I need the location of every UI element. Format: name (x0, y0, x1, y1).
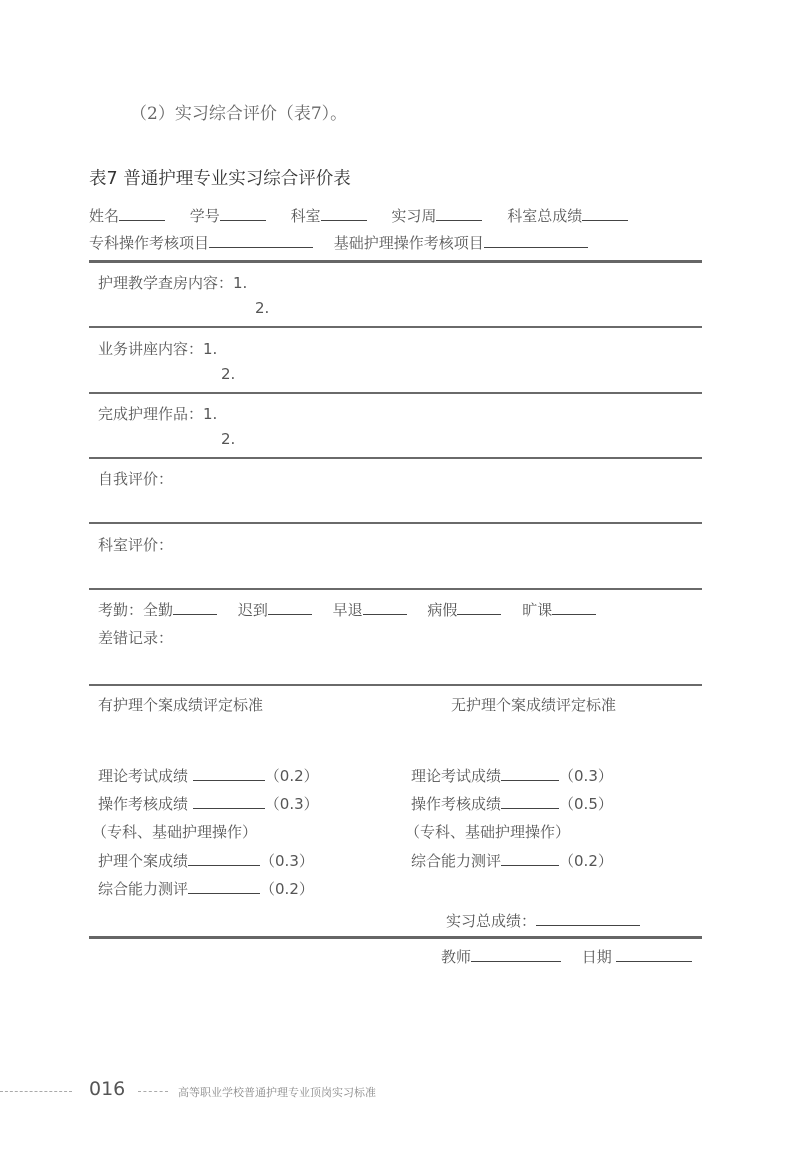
date-label: 日期 (581, 948, 612, 966)
absence-label: 旷课 (522, 601, 553, 619)
attendance-row (98, 599, 596, 620)
with-case-heading: 有护理个案成绩评定标准 (98, 696, 264, 714)
works-label: 完成护理作品： (98, 405, 204, 423)
with-case-weight: （0.3） (260, 852, 314, 870)
total-score-label: 实习总成绩： (446, 912, 537, 930)
early-leave-blank[interactable] (363, 600, 407, 615)
absence-blank[interactable] (552, 600, 596, 615)
date-blank[interactable] (616, 947, 692, 962)
rounds-item-2[interactable]: 2. (255, 299, 270, 317)
student-id-blank[interactable] (220, 206, 266, 221)
with-case-blank[interactable] (188, 851, 260, 866)
with-operation-weight: （0.3） (264, 795, 319, 813)
without-ability-blank[interactable] (501, 851, 559, 866)
with-theory-row (98, 765, 319, 786)
row-divider (89, 392, 702, 394)
total-score-blank[interactable] (536, 911, 640, 926)
lectures-label: 业务讲座内容： (98, 340, 204, 358)
with-ability-blank[interactable] (188, 879, 260, 894)
with-ability-row (98, 878, 314, 899)
intro-paragraph: （2）实习综合评价（表7）。 (130, 104, 348, 124)
rounds-item-1[interactable]: 1. (233, 274, 248, 292)
dept-total-score-blank[interactable] (582, 206, 628, 221)
name-label: 姓名 (89, 207, 120, 225)
row-divider (89, 588, 702, 590)
with-operation-row (98, 793, 319, 814)
row-divider (89, 684, 702, 686)
self-eval-label: 自我评价： (98, 470, 174, 488)
without-theory-row (411, 765, 613, 786)
specialty-exam-label: 专科操作考核项目 (89, 234, 210, 252)
teacher-blank[interactable] (471, 947, 561, 962)
lectures-item-1[interactable]: 1. (203, 340, 218, 358)
with-operation-note: （专科、基础护理操作） (92, 823, 258, 841)
with-operation-label: 操作考核成绩 (98, 795, 193, 813)
table-top-rule (89, 260, 702, 263)
with-operation-blank[interactable] (193, 794, 265, 809)
total-score-row (446, 910, 640, 931)
sick-leave-blank[interactable] (457, 600, 501, 615)
basic-exam-blank[interactable] (484, 233, 588, 248)
without-operation-row (411, 793, 613, 814)
table-bottom-rule (89, 936, 702, 939)
row-divider (89, 522, 702, 524)
with-ability-label: 综合能力测评 (98, 880, 189, 898)
with-theory-weight: （0.2） (264, 767, 319, 785)
lectures-item-2[interactable]: 2. (221, 365, 236, 383)
without-operation-label: 操作考核成绩 (411, 795, 502, 813)
full-attendance-blank[interactable] (173, 600, 217, 615)
signoff-row (441, 946, 692, 967)
without-theory-weight: （0.3） (559, 767, 613, 785)
dept-total-score-label: 科室总成绩 (507, 207, 583, 225)
without-ability-weight: （0.2） (559, 852, 613, 870)
header-row-1 (89, 205, 628, 226)
with-ability-weight: （0.2） (260, 880, 314, 898)
without-theory-blank[interactable] (501, 766, 559, 781)
page-number: 016 (89, 1078, 126, 1100)
without-operation-weight: （0.5） (559, 795, 613, 813)
early-leave-label: 早退 (332, 601, 363, 619)
teacher-label: 教师 (441, 948, 472, 966)
department-blank[interactable] (321, 206, 367, 221)
department-label: 科室 (290, 207, 321, 225)
row-divider (89, 326, 702, 328)
late-blank[interactable] (268, 600, 312, 615)
without-operation-blank[interactable] (501, 794, 559, 809)
without-operation-note: （专科、基础护理操作） (405, 823, 571, 841)
rounds-row (98, 272, 247, 293)
lectures-row (98, 338, 217, 359)
dept-eval-label: 科室评价： (98, 536, 174, 554)
with-case-row (98, 850, 314, 871)
name-blank[interactable] (119, 206, 165, 221)
without-case-heading: 无护理个案成绩评定标准 (451, 696, 617, 714)
without-ability-label: 综合能力测评 (411, 852, 502, 870)
internship-week-blank[interactable] (436, 206, 482, 221)
footer-dotted-separator (138, 1091, 168, 1092)
footer-dotted-leader (0, 1091, 72, 1092)
full-attendance-label: 全勤 (143, 601, 174, 619)
specialty-exam-blank[interactable] (209, 233, 313, 248)
with-theory-label: 理论考试成绩 (98, 767, 193, 785)
student-id-label: 学号 (189, 207, 220, 225)
works-item-1[interactable]: 1. (203, 405, 218, 423)
basic-exam-label: 基础护理操作考核项目 (333, 234, 484, 252)
without-ability-row (411, 850, 613, 871)
row-divider (89, 457, 702, 459)
sick-leave-label: 病假 (427, 601, 458, 619)
works-row (98, 403, 217, 424)
table-title: 表7 普通护理专业实习综合评价表 (89, 169, 351, 189)
attendance-label: 考勤： (98, 601, 144, 619)
errors-label: 差错记录： (98, 629, 174, 647)
without-theory-label: 理论考试成绩 (411, 767, 502, 785)
with-theory-blank[interactable] (193, 766, 265, 781)
late-label: 迟到 (237, 601, 268, 619)
rounds-label: 护理教学查房内容： (98, 274, 234, 292)
footer-book-title: 高等职业学校普通护理专业顶岗实习标准 (178, 1086, 376, 1099)
internship-week-label: 实习周 (391, 207, 437, 225)
works-item-2[interactable]: 2. (221, 430, 236, 448)
with-case-label: 护理个案成绩 (98, 852, 189, 870)
header-row-2 (89, 232, 588, 253)
